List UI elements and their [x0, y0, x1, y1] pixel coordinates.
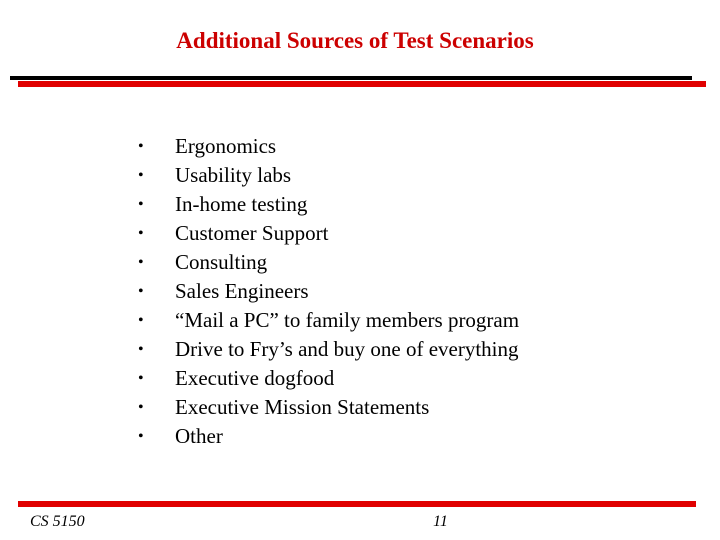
list-item-text: Other — [175, 424, 223, 448]
list-item-text: Executive Mission Statements — [175, 395, 430, 419]
bullet-icon: • — [138, 312, 144, 329]
list-item-text: Usability labs — [175, 163, 292, 187]
bullet-icon: • — [138, 370, 144, 387]
footer-page-number: 11 — [433, 513, 448, 530]
title-underline-red — [18, 81, 706, 87]
list-item-text: Ergonomics — [175, 134, 277, 158]
footer-course-label: CS 5150 — [30, 513, 85, 530]
list-item-text: Customer Support — [175, 221, 329, 245]
list-item — [138, 132, 519, 161]
list-item-text: Drive to Fry’s and buy one of everything — [175, 337, 519, 361]
bullet-icon: • — [138, 283, 144, 300]
list-item-text: Executive dogfood — [175, 366, 335, 390]
title-underline-black — [10, 76, 692, 80]
list-item — [138, 393, 519, 422]
list-item-text: “Mail a PC” to family members program — [175, 308, 520, 332]
footer-rule — [18, 501, 696, 507]
bullet-icon: • — [138, 428, 144, 445]
list-item-text: In-home testing — [175, 192, 308, 216]
bullet-list — [138, 132, 519, 451]
list-item — [138, 161, 519, 190]
bullet-icon: • — [138, 341, 144, 358]
bullet-icon: • — [138, 138, 144, 155]
bullet-icon: • — [138, 254, 144, 271]
bullet-icon: • — [138, 399, 144, 416]
bullet-icon: • — [138, 196, 144, 213]
list-item — [138, 219, 519, 248]
list-item — [138, 277, 519, 306]
list-item — [138, 190, 519, 219]
list-item-text: Sales Engineers — [175, 279, 309, 303]
list-item — [138, 248, 519, 277]
list-item-text: Consulting — [175, 250, 268, 274]
list-item — [138, 364, 519, 393]
list-item — [138, 306, 519, 335]
list-item — [138, 335, 519, 364]
slide-title: Additional Sources of Test Scenarios — [176, 28, 534, 53]
list-item — [138, 422, 519, 451]
bullet-icon: • — [138, 167, 144, 184]
bullet-icon: • — [138, 225, 144, 242]
